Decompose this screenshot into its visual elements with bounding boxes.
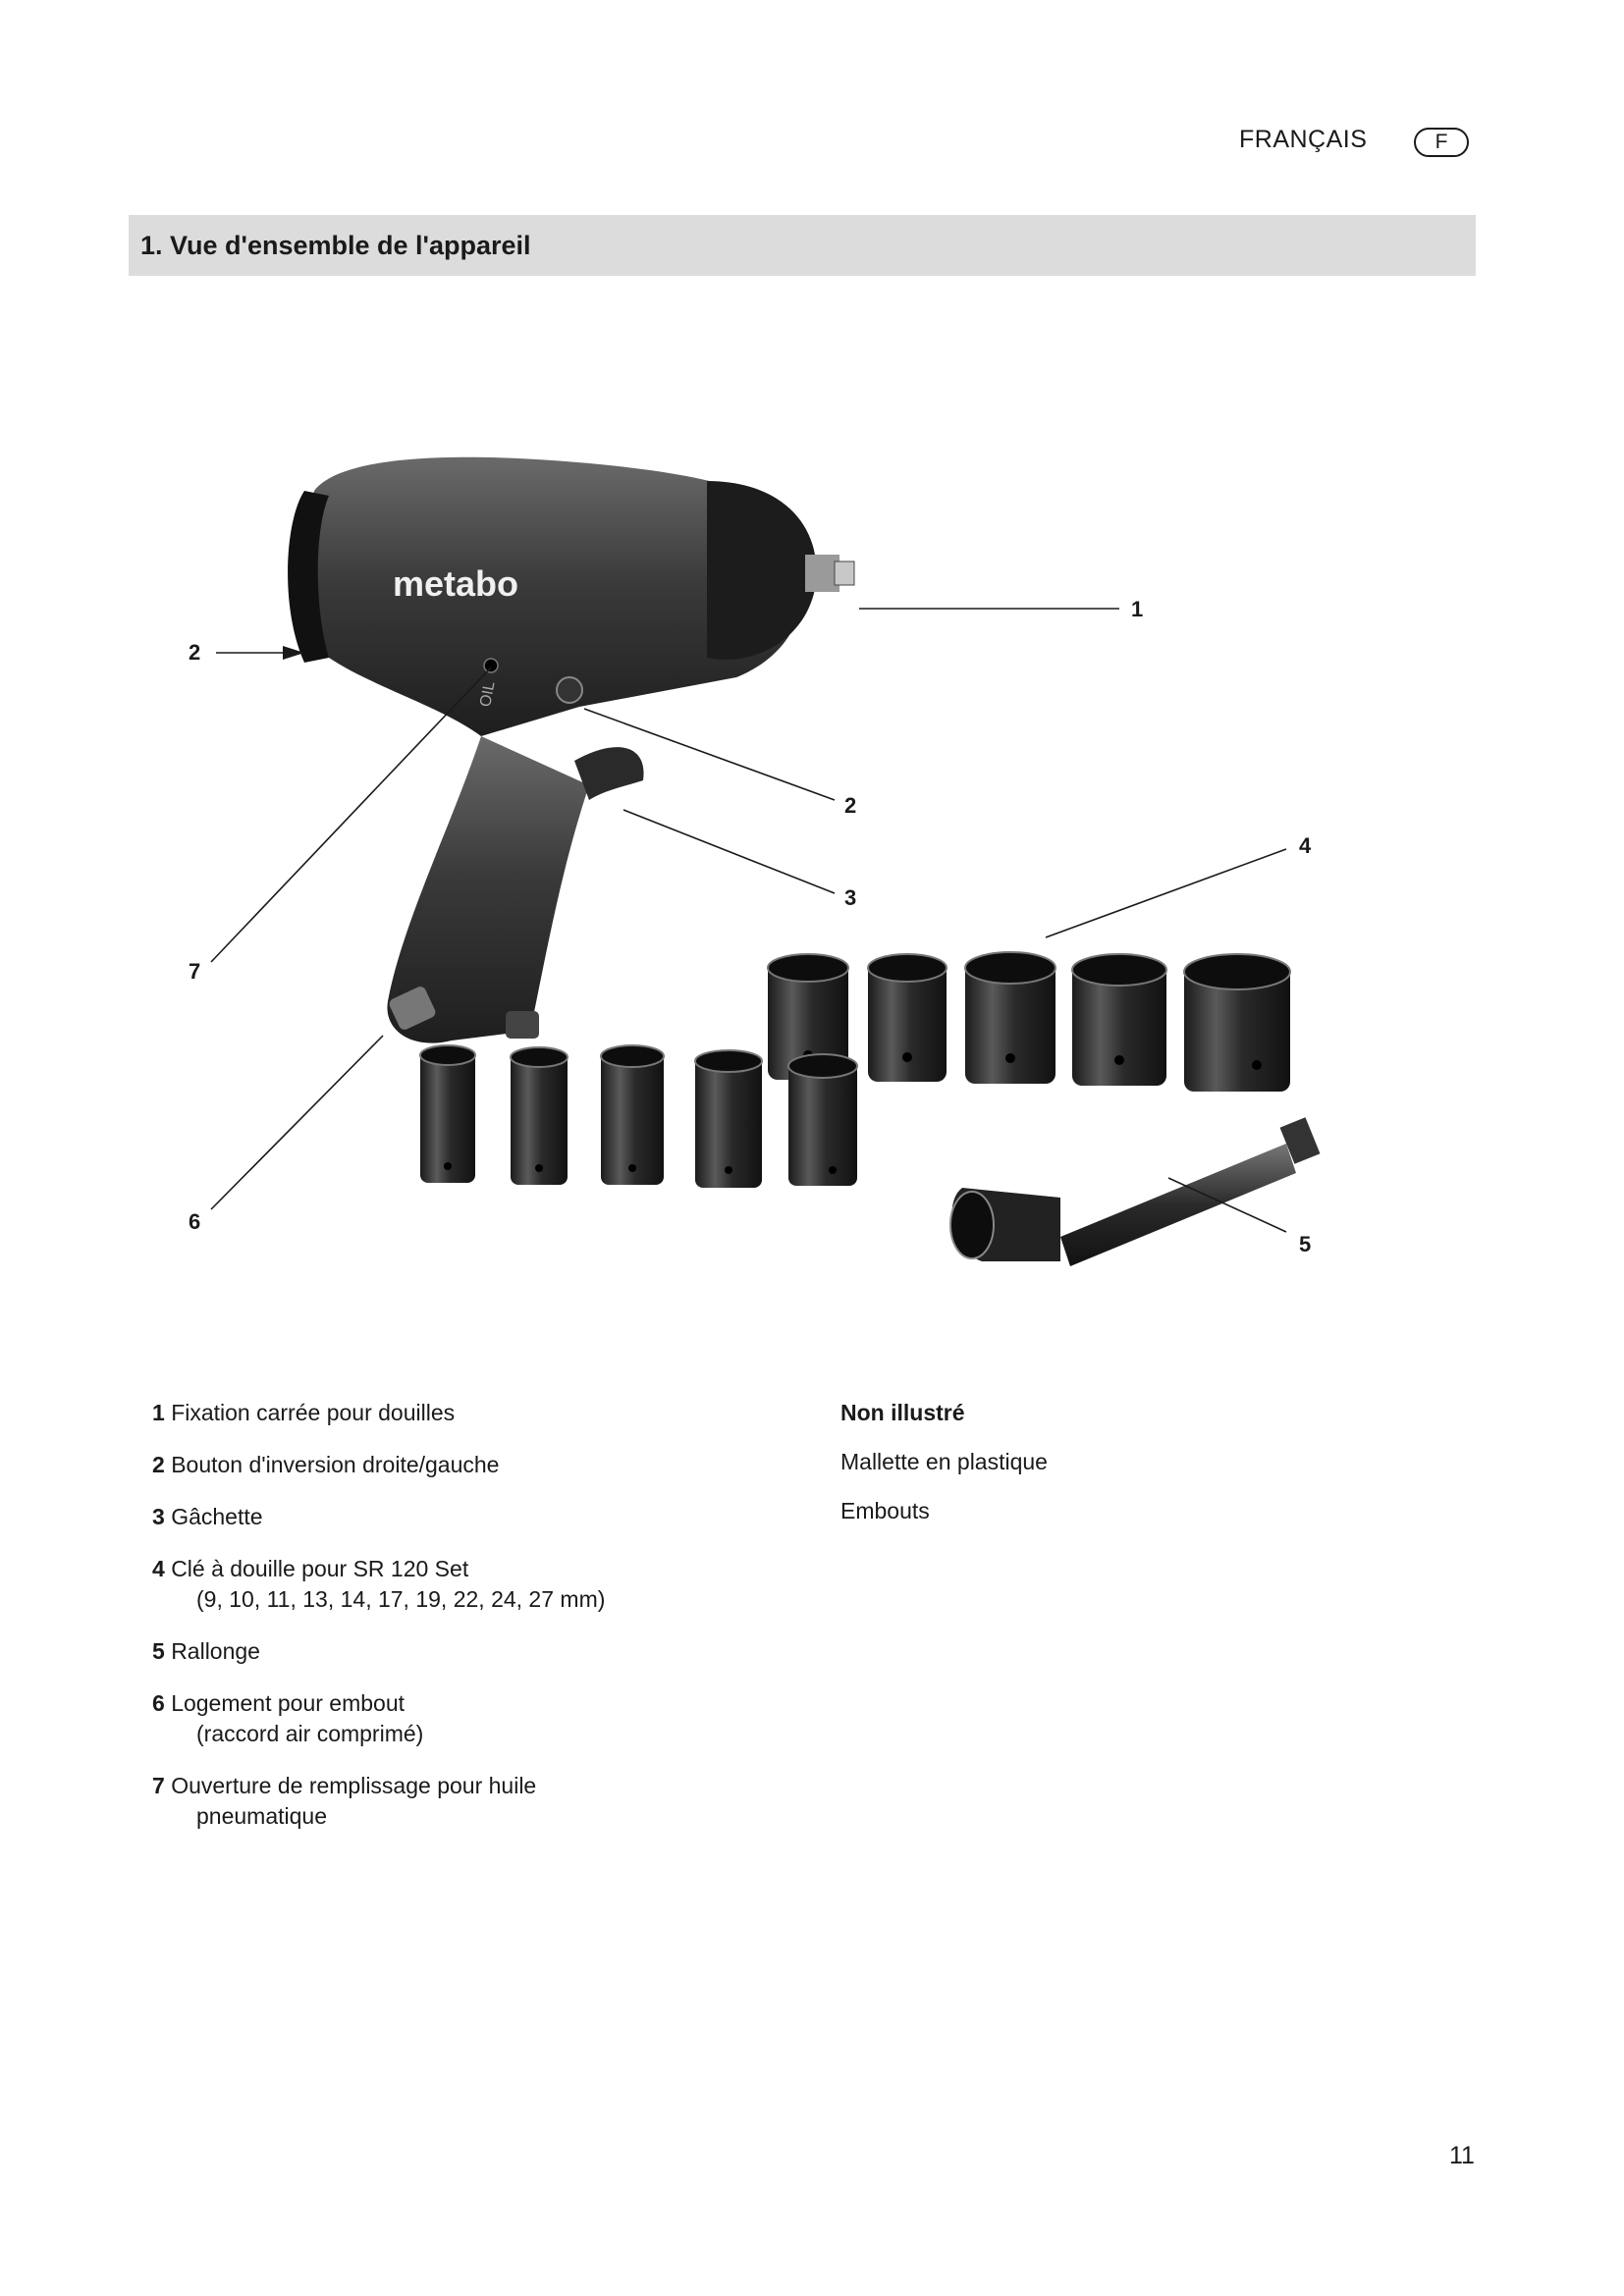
not-shown-item: Mallette en plastique [840, 1449, 1048, 1474]
socket-item [1184, 954, 1290, 1092]
legend-number: 2 [152, 1452, 165, 1477]
impact-wrench [288, 457, 857, 1043]
legend-item [152, 1398, 781, 1428]
callout-7: 7 [189, 959, 201, 984]
legend-text: Bouton d'inversion droite/gauche [171, 1452, 500, 1477]
legend-text: Rallonge [171, 1638, 260, 1664]
callout-2: 2 [844, 793, 857, 818]
socket-item [868, 954, 947, 1082]
legend-item [152, 1554, 781, 1615]
callout-3: 3 [844, 885, 857, 910]
legend-number: 1 [152, 1400, 165, 1425]
legend-text: Ouverture de remplissage pour huile [171, 1773, 537, 1798]
socket-item [1072, 954, 1166, 1086]
callout-5: 5 [1299, 1232, 1312, 1256]
callout-6: 6 [189, 1209, 201, 1234]
legend-subtext: (raccord air comprimé) [196, 1721, 424, 1746]
legend-item [152, 1771, 781, 1832]
brand-label: metabo [393, 563, 519, 604]
callout-1: 1 [1131, 597, 1144, 621]
legend-number: 5 [152, 1638, 165, 1664]
socket-item [601, 1045, 664, 1185]
socket-item [695, 1050, 762, 1188]
legend-text: Gâchette [171, 1504, 263, 1529]
legend-text: Logement pour embout [171, 1690, 406, 1716]
page-number: 11 [1449, 2142, 1475, 2169]
legend-text: Clé à douille pour SR 120 Set [171, 1556, 469, 1581]
callout-4: 4 [1299, 833, 1312, 858]
socket-item [965, 952, 1056, 1084]
not-shown-heading: Non illustré [840, 1400, 965, 1425]
legend-subtext: pneumatique [196, 1803, 327, 1829]
legend-item [152, 1688, 781, 1749]
callout-2-left: 2 [189, 640, 201, 665]
not-shown-item: Embouts [840, 1498, 930, 1523]
legend-item [152, 1502, 781, 1532]
section-title: 1. Vue d'ensemble de l'appareil [140, 231, 531, 260]
legend-number: 3 [152, 1504, 165, 1529]
legend-number: 7 [152, 1773, 165, 1798]
socket-item [788, 1054, 857, 1186]
extension-bar [950, 1117, 1320, 1266]
language-badge: F [1414, 128, 1469, 157]
parts-legend [152, 1398, 781, 1853]
tool-illustration [157, 412, 1394, 1296]
oil-label: OIL [477, 680, 499, 709]
legend-text: Fixation carrée pour douilles [171, 1400, 456, 1425]
section-header [129, 215, 1476, 276]
socket-item [511, 1047, 568, 1185]
legend-item [152, 1450, 781, 1480]
socket-set-small [420, 1045, 857, 1188]
legend-subtext: (9, 10, 11, 13, 14, 17, 19, 22, 24, 27 mm) [196, 1586, 606, 1612]
not-shown-list [840, 1398, 1430, 1545]
language-label: FRANÇAIS [1239, 126, 1368, 153]
legend-number: 6 [152, 1690, 165, 1716]
legend-number: 4 [152, 1556, 165, 1581]
socket-item [420, 1045, 475, 1183]
legend-item [152, 1636, 781, 1667]
